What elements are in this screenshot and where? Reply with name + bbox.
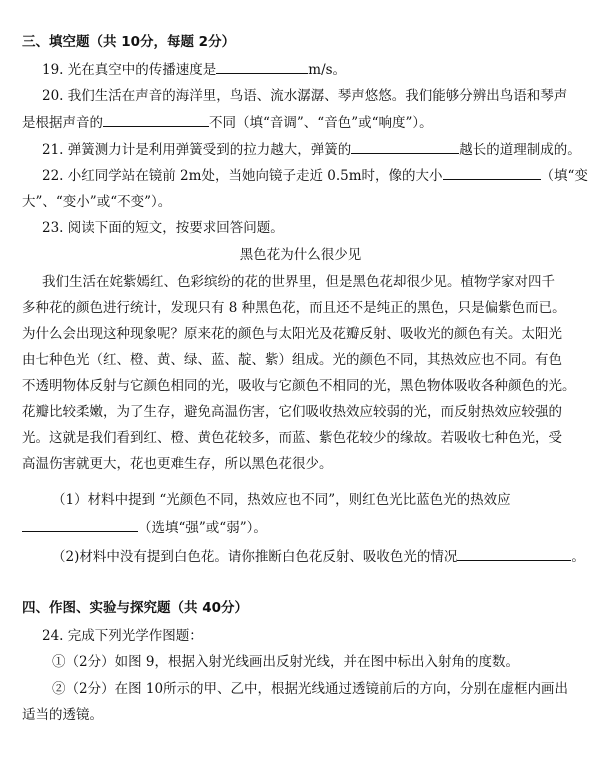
question-24-item1: ①（2分）如图 9，根据入射光线画出反射光线，并在图中标出入射角的度数。 (52, 654, 519, 670)
article-paragraph-line: 多种花的颜色进行统计，发现只有 8 种黑色花，而且还不是纯正的黑色，只是偏紫色而已。 (22, 300, 566, 316)
question-24-intro: 24. 完成下列光学作图题： (42, 628, 203, 644)
q19-suffix: m/s。 (308, 62, 347, 78)
q22-blank[interactable] (443, 165, 541, 180)
article-paragraph-line: 为什么会出现这种现象呢？原来花的颜色与太阳光及花瓣反射、吸收光的颜色有关。太阳光 (22, 326, 562, 342)
article-paragraph-line: 花瓣比较柔嫩，为了生存，避免高温伤害，它们吸收热效应较弱的光，而反射热效应较强的 (22, 404, 562, 420)
q21-suffix: 越长的道理制成的。 (459, 142, 581, 158)
question-24-item2-line2: 适当的透镜。 (22, 707, 103, 723)
question-20-line1: 20. 我们生活在声音的海洋里，鸟语、流水潺潺、琴声悠悠。我们能够分辨出鸟语和琴声 (42, 88, 568, 104)
article-title: 黑色花为什么很少见 (239, 247, 362, 263)
q21-blank[interactable] (351, 139, 459, 154)
q23-sub2-suffix: 。 (571, 549, 585, 565)
q23-sub1-suffix: （选填“强”或“弱”）。 (138, 520, 267, 536)
section4-heading: 四、作图、实验与探究题（共 40分） (22, 600, 248, 616)
question-23-sub1-line1: （1）材料中提到 “光颜色不同，热效应也不同”，则红色光比蓝色光的热效应 (52, 492, 511, 508)
article-paragraph-line: 高温伤害就更大，花也更难生存，所以黑色花很少。 (22, 456, 333, 472)
q20-suffix: 不同（填“音调”、“音色”或“响度”）。 (209, 115, 433, 131)
question-23-sub2 (52, 546, 601, 567)
article-paragraph-line: 我们生活在姹紫嫣红、色彩缤纷的花的世界里，但是黑色花却很少见。植物学家对四千 (42, 274, 555, 290)
article-paragraph-line: 由七种色光（红、橙、黄、绿、蓝、靛、紫）组成。光的颜色不同，其热效应也不同。有色 (22, 352, 562, 368)
q21-text: 21. 弹簧测力计是利用弹簧受到的拉力越大，弹簧的 (42, 142, 352, 158)
q19-blank[interactable] (216, 59, 308, 74)
question-23-sub1-line2 (22, 517, 601, 538)
question-21 (42, 139, 601, 160)
article-paragraph-line: 不透明物体反射与它颜色相同的光，吸收与它颜色不相同的光，黑色物体吸收各种颜色的光。 (22, 378, 576, 394)
section3-heading: 三、填空题（共 10分，每题 2分） (22, 34, 236, 50)
q22-suffix: （填“变 (540, 168, 588, 184)
q23-sub2-blank[interactable] (457, 546, 571, 561)
q20-blank[interactable] (103, 112, 209, 127)
q23-sub2-text: （2)材料中没有提到白色花。请你推断白色花反射、吸收色光的情况 (52, 549, 458, 565)
q22-text: 22. 小红同学站在镜前 2m处，当她向镜子走近 0.5m时，像的大小 (42, 168, 443, 184)
question-22-line1 (42, 165, 601, 186)
q20-text: 是根据声音的 (22, 115, 103, 131)
question-22-line2: 大”、“变小”或“不变”）。 (22, 194, 172, 210)
question-23-intro: 23. 阅读下面的短文，按要求回答问题。 (42, 220, 284, 236)
q19-text: 19. 光在真空中的传播速度是 (42, 62, 217, 78)
question-19 (42, 59, 601, 80)
question-20-line2 (22, 112, 601, 133)
question-24-item2-line1: ②（2分）在图 10所示的甲、乙中，根据光线通过透镜前后的方向，分别在虚框内画出 (52, 681, 569, 697)
article-paragraph-line: 光。这就是我们看到红、橙、黄色花较多，而蓝、紫色花较少的缘故。若吸收七种色光，受 (22, 430, 562, 446)
q23-sub1-blank[interactable] (22, 517, 138, 532)
